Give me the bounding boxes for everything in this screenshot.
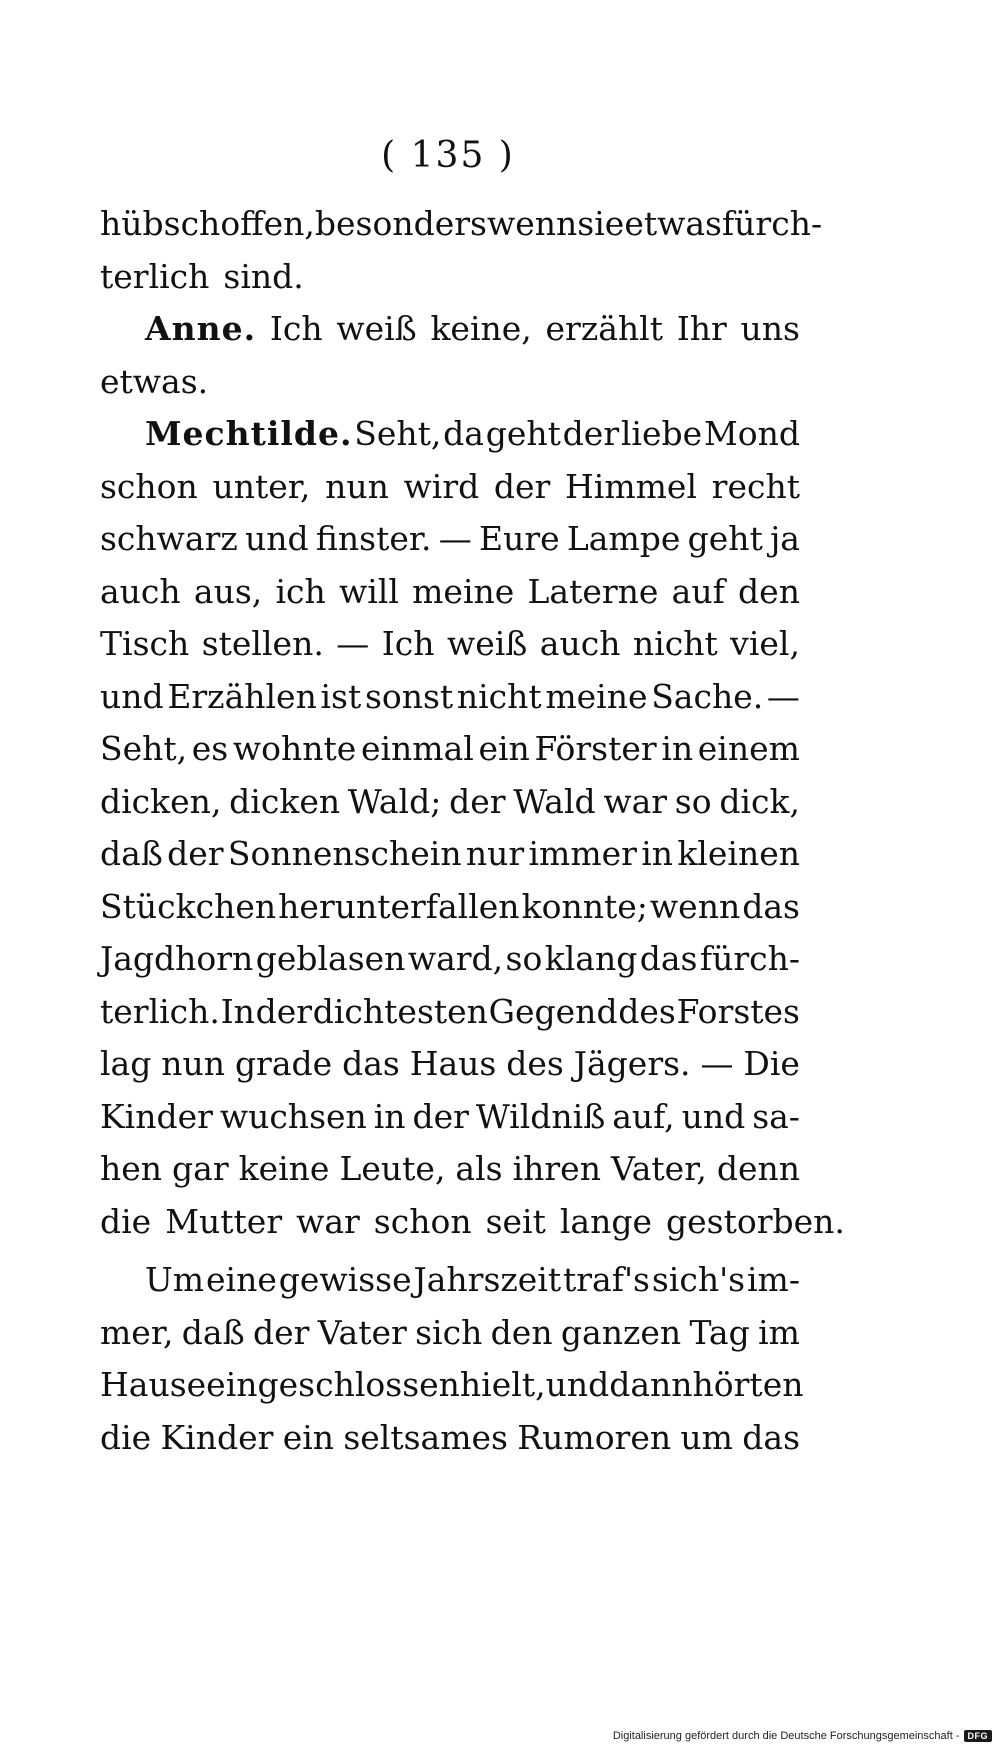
word: hen [100,1149,163,1188]
word: geht [485,414,561,453]
word: offen, [220,204,315,243]
word: klang [544,939,638,978]
word: Sache. [651,676,764,716]
word: des [618,991,676,1031]
footer-text: Digitalisierung gefördert durch die Deutsche Forschungsgemeinschaft - [612,1730,960,1742]
word: erzählt [545,309,663,348]
word: wenn [649,886,741,926]
word: dann [609,1365,693,1404]
word: auf [671,571,725,611]
word: sich [415,1312,483,1352]
text-line [100,1143,800,1196]
word: sa- [752,1096,800,1136]
word: geht [687,519,763,558]
word: der [412,1096,469,1136]
word: der [449,781,506,821]
word: Kinder [100,1096,213,1136]
dfg-logo-icon: DFG [964,1730,993,1742]
word: wenn [486,204,578,243]
word: des [506,1044,564,1083]
word: wird [403,466,480,506]
word: Hause [100,1365,207,1404]
word: Ich [381,624,435,663]
word: in [661,729,694,768]
word: Jahrszeit [413,1260,562,1299]
word: und [245,519,309,558]
word: Kinder [160,1417,274,1457]
word: weiß [446,624,528,663]
text-line [100,408,800,461]
word: den [738,571,800,611]
text-line [100,513,800,566]
word: finster. [315,519,432,558]
word: auch [539,624,621,663]
word: einem [697,729,800,768]
word: fürch- [721,204,823,243]
word: aus, [193,571,263,611]
page-number: ( 135 ) [381,135,515,176]
word: schon [100,466,198,506]
text-line [100,671,800,724]
word: immer [528,834,637,873]
word: denn [716,1149,800,1188]
word: schwarz [100,519,238,558]
text-line [100,356,800,409]
word: Erzählen [167,676,317,716]
word: grade [234,1044,333,1083]
word: die [100,1201,152,1241]
word: die [100,1417,152,1457]
word: sie [577,204,625,243]
word: Himmel [565,466,697,506]
word: hörten [692,1365,804,1404]
text-block [100,198,845,1464]
word: mer, [100,1312,174,1352]
word: In [220,991,255,1031]
word: Lampe [566,519,681,558]
text-line [100,1091,800,1144]
word: der [167,834,224,873]
word: geblasen [255,939,406,978]
word: meine [545,676,648,716]
word: auf, [612,1096,675,1136]
word: auch [100,571,181,611]
word: dicken [229,781,341,821]
word: Sonnenschein [227,834,462,873]
text-line [100,776,800,829]
digitization-footer [613,1730,992,1742]
word: ich [275,571,326,611]
word: — [766,676,800,716]
word: im- [746,1260,800,1299]
word: herunterfallen [278,886,520,926]
word: Jägers. [573,1044,691,1083]
word: — [438,519,472,558]
speaker-name: Anne. [145,309,257,348]
text-line [100,251,800,304]
word: dichtesten [312,991,488,1031]
text-line [100,1038,800,1091]
word: liebe [620,414,703,453]
word: Seht, [100,729,188,768]
word: recht [711,466,800,506]
word: kleinen [677,834,800,873]
word: sich's [651,1260,746,1299]
word: terlich [100,256,210,296]
word: um [680,1417,733,1457]
word: einmal [360,729,474,768]
word: so [505,939,543,978]
word: keine [238,1149,330,1188]
word: unter, [212,466,311,506]
word: viel, [730,624,800,663]
word: gewisse [278,1260,412,1299]
word: eine [206,1260,277,1299]
word: Laterne [527,571,659,611]
word: schon [373,1201,472,1241]
word: im [758,1312,800,1352]
text-line [100,828,800,881]
word: hübsch [100,204,221,243]
text-line [100,881,800,934]
word: Rumoren [517,1417,672,1457]
text-line [100,1412,800,1465]
word: Mond [703,414,800,453]
text-line [100,1254,800,1307]
word: uns [740,309,800,348]
word: seltsames [343,1417,508,1457]
text-line [100,1307,800,1360]
word: Mutter [165,1201,283,1241]
text-line [100,1359,804,1412]
word: Ich [269,309,323,348]
word: ist [320,676,362,716]
text-line [100,1196,845,1249]
word: und [100,676,164,716]
word: Haus [409,1044,497,1083]
word: Vater [317,1312,407,1352]
word: Stückchen [100,886,277,926]
word: war [603,781,668,821]
word: gestorben. [666,1201,845,1241]
word: Leute, [339,1149,446,1188]
word: Wald; [347,781,442,821]
word: seit [485,1201,546,1241]
word: als [455,1149,503,1188]
word: nur [465,834,525,873]
word: stellen. [201,624,324,663]
word: es [191,729,229,768]
word: besonders [314,204,487,243]
word: Tisch [100,624,190,663]
text-line [100,933,800,986]
word: der [255,991,313,1031]
word: das [742,886,800,926]
word: der [562,414,620,453]
word: etwas. [100,361,209,401]
word: Seht, [354,414,442,453]
word: gar [172,1149,229,1188]
word: keine, [430,309,532,348]
word: sind. [223,256,304,296]
word: der [493,466,551,506]
word: meine [412,571,515,611]
text-line [100,566,800,619]
word: weiß [336,309,417,348]
word: fürch- [699,939,800,978]
word: terlich. [100,991,220,1031]
word: eingeschlossen [206,1365,460,1404]
text-line [100,198,823,251]
word: wuchsen [219,1096,367,1136]
word: will [338,571,399,611]
word: daß [181,1312,245,1352]
word: ja [770,519,800,558]
word: Förster [534,729,657,768]
word: nun [325,466,389,506]
text-line [100,303,800,356]
word: hielt, [459,1365,546,1404]
word: in [641,834,674,873]
word: Die [743,1044,800,1083]
speaker-name: Mechtilde. [145,414,353,453]
word: dick, [719,781,800,821]
word: den [490,1312,553,1352]
word: und [545,1365,610,1404]
word: daß [100,834,163,873]
word: Vater, [610,1149,707,1188]
word: Tag [689,1312,750,1352]
word: war [296,1201,360,1241]
word: Gegend [488,991,618,1031]
word: lag [100,1044,152,1083]
word: der [252,1312,310,1352]
word: ihren [512,1149,601,1188]
word: Ihr [676,309,727,348]
word: etwas [624,204,722,243]
text-line [100,618,800,671]
word: nun [161,1044,226,1083]
word: so [674,781,712,821]
word: — [700,1044,734,1083]
word: ward, [407,939,504,978]
word: ein [478,729,530,768]
word: Forstes [676,991,800,1031]
word: traf's [563,1260,650,1299]
word: ganzen [560,1312,682,1352]
word: ein [282,1417,335,1457]
word: dicken, [100,781,222,821]
word: wohnte [232,729,357,768]
text-line [100,461,800,514]
word: — [336,624,370,663]
word: und [681,1096,746,1136]
word: Eure [478,519,560,558]
text-line [100,986,800,1039]
word: Wildniß [475,1096,606,1136]
word: sonst [364,676,454,716]
word: lange [559,1201,653,1241]
word: das [742,1417,800,1457]
word: da [443,414,484,453]
word: Jagdhorn [100,939,254,978]
word: das [639,939,698,978]
word: das [342,1044,400,1083]
word: konnte; [521,886,648,926]
word: in [373,1096,406,1136]
text-line [100,723,800,776]
word: Um [145,1260,205,1299]
word: Wald [513,781,596,821]
word: nicht [632,624,718,663]
word: nicht [456,676,542,716]
